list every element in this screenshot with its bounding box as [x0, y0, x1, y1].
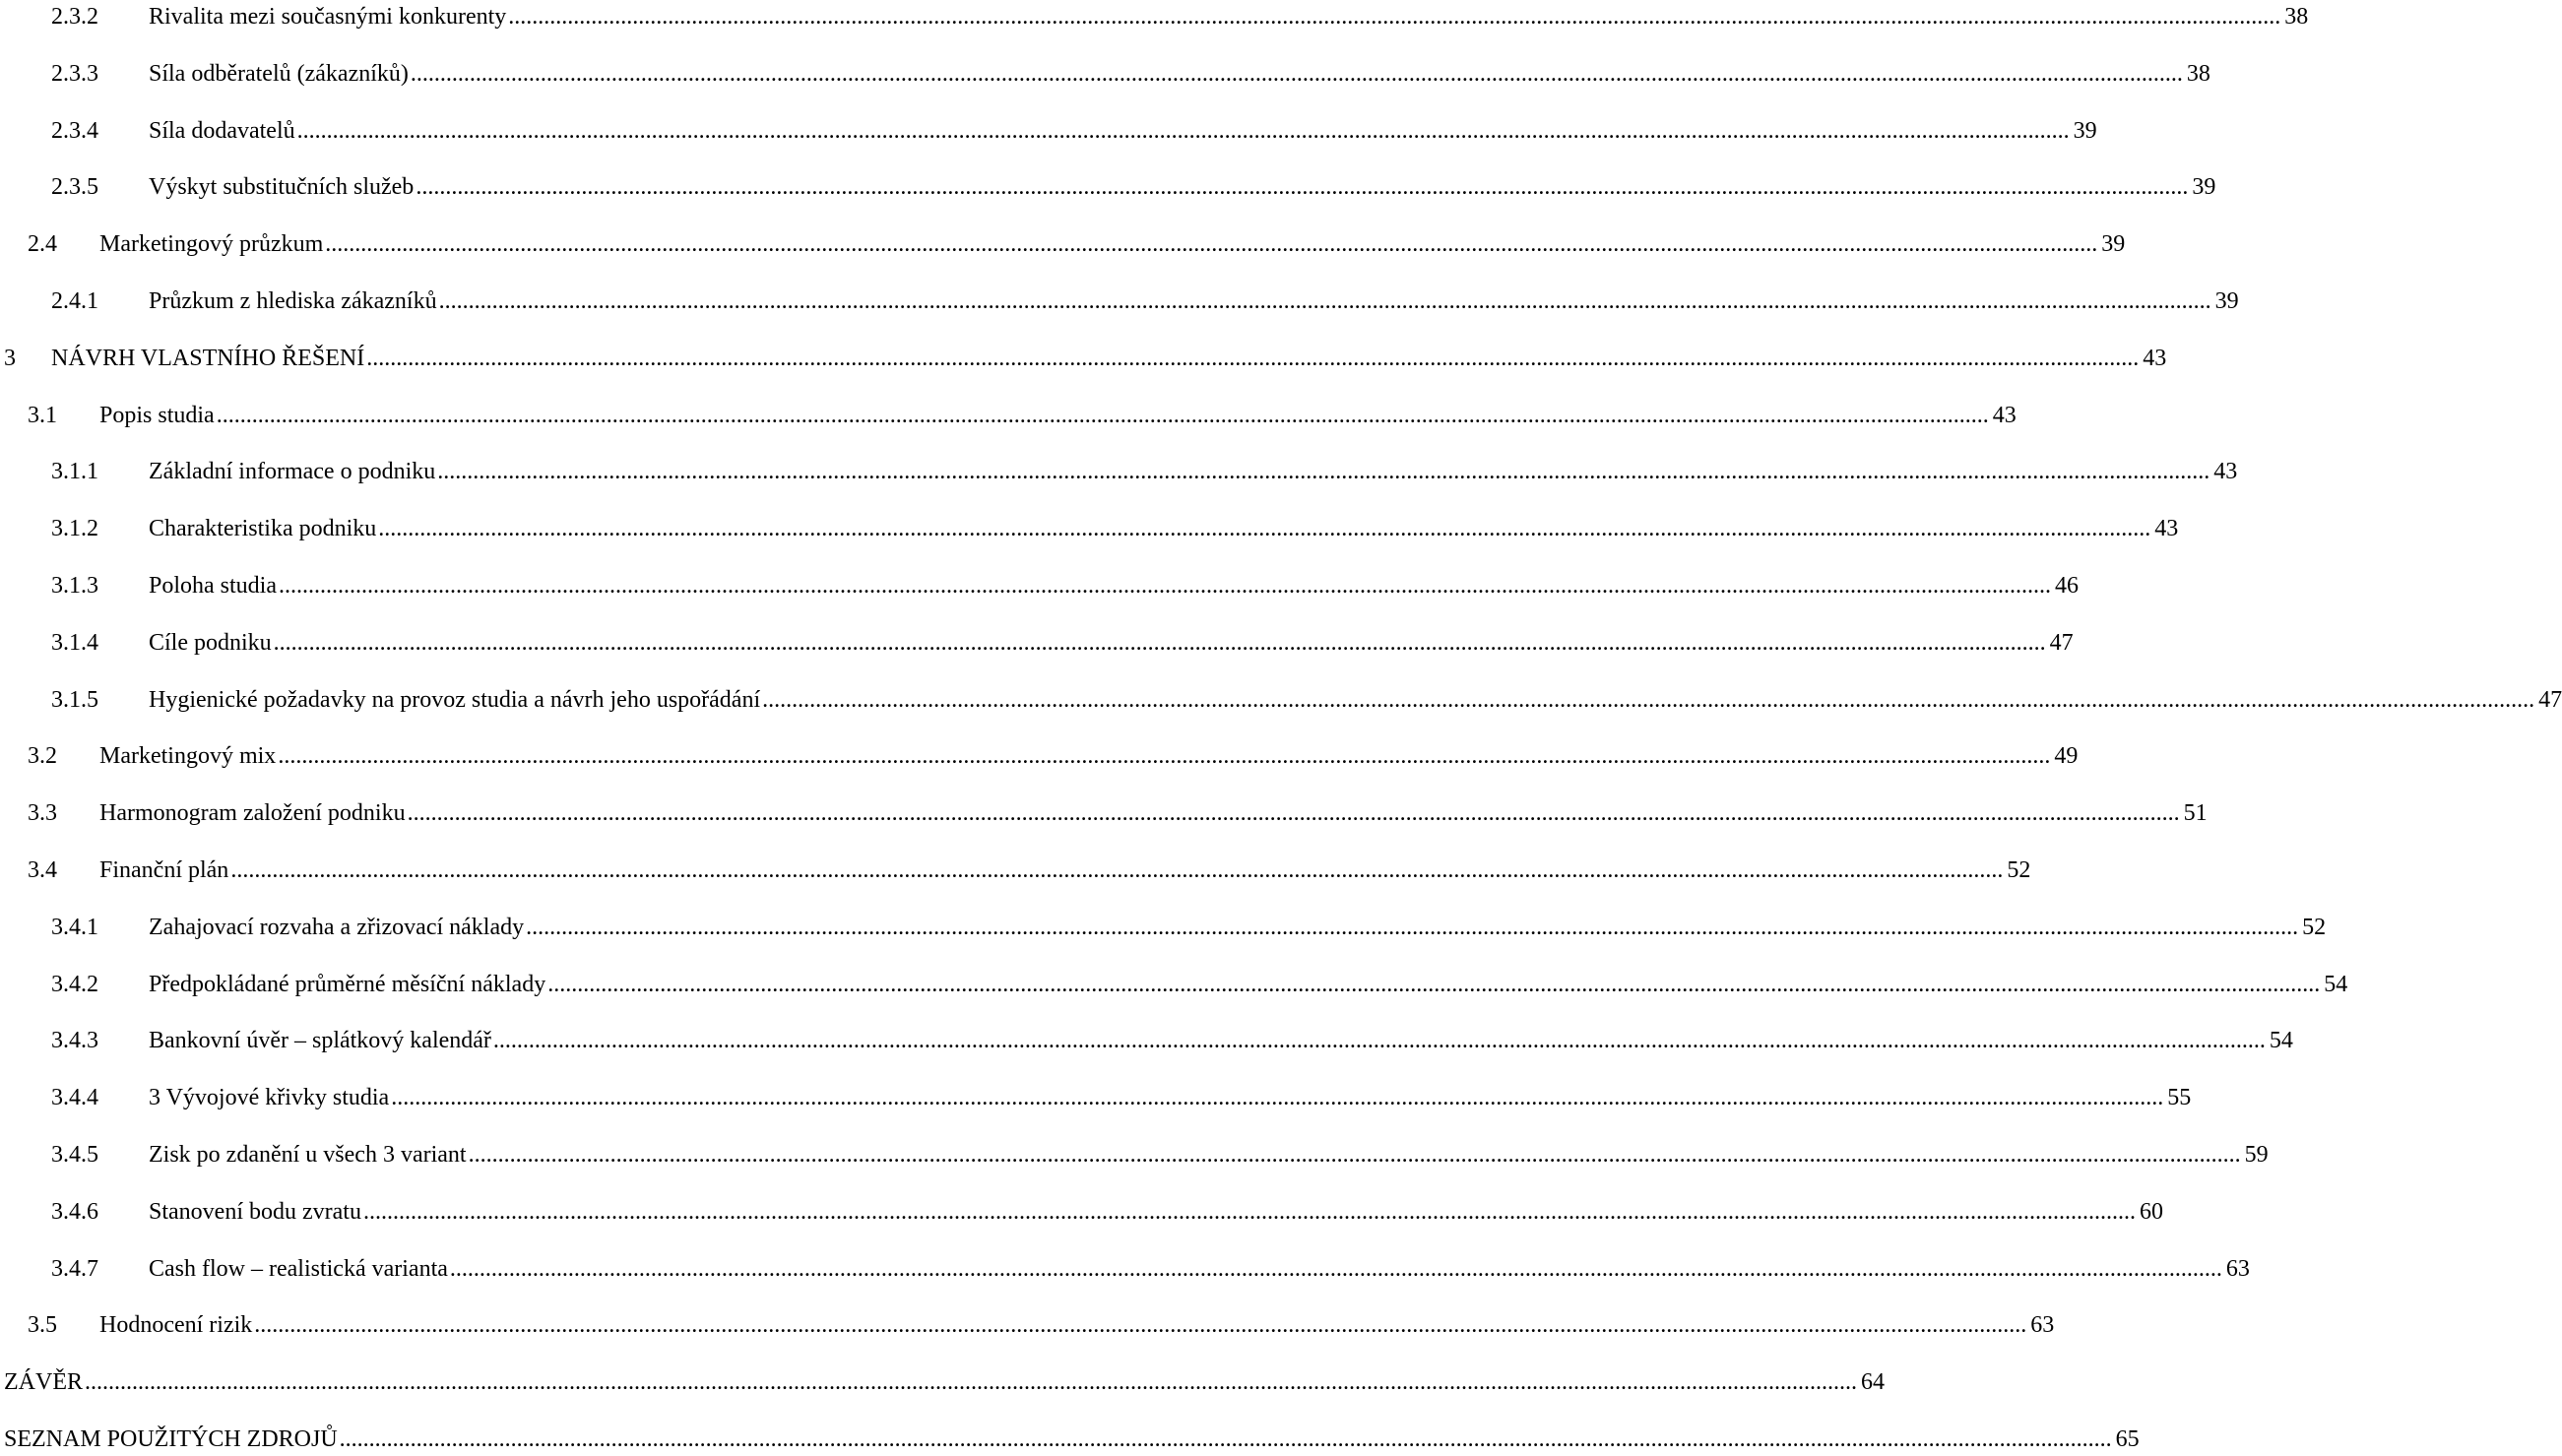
toc-entry[interactable]: [0, 455, 2238, 488]
toc-entry-number: 3.4.6: [51, 1198, 98, 1225]
toc-entry-number: 3.1.1: [51, 459, 98, 485]
toc-entry-number: 2.3.2: [51, 4, 98, 30]
dot-leader: ............................................................................................................................................................................................................................................................................................................: [762, 686, 2535, 713]
dot-leader: ............................................................................................................................................................................................................................................................................................................: [438, 288, 2211, 314]
toc-entry-number: 2.4: [28, 231, 57, 258]
toc-entry[interactable]: [0, 1252, 2250, 1286]
toc-entry-number: 3.4.7: [51, 1255, 98, 1282]
dot-leader: ............................................................................................................................................................................................................................................................................................................: [85, 1369, 1857, 1396]
toc-entry-title: Cash flow – realistická varianta: [149, 1255, 448, 1282]
toc-entry-title: 3 Vývojové křivky studia: [149, 1085, 390, 1111]
dot-leader: ............................................................................................................................................................................................................................................................................................................: [416, 174, 2189, 201]
toc-entry-page-number: 46: [2055, 573, 2079, 599]
toc-entry-page-number: 39: [2073, 117, 2097, 144]
toc-entry[interactable]: [0, 1024, 2293, 1057]
dot-leader: ............................................................................................................................................................................................................................................................................................................: [339, 1426, 2112, 1452]
toc-entry-number: 2.3.4: [51, 117, 98, 144]
toc-entry-title: Harmonogram založení podniku: [99, 800, 406, 827]
toc-entry[interactable]: [0, 968, 2348, 1001]
toc-entry-page-number: 43: [2213, 459, 2238, 485]
toc-entry-title: Síla dodavatelů: [149, 117, 295, 144]
toc-entry-page-number: 54: [2324, 971, 2348, 997]
toc-entry-number: 3.4.1: [51, 914, 98, 940]
toc-entry-number: 3.1.4: [51, 629, 98, 656]
toc-entry[interactable]: [0, 285, 2239, 318]
toc-entry[interactable]: [0, 1195, 2163, 1229]
toc-entry-number: 3.1.3: [51, 573, 98, 599]
toc-entry-page-number: 65: [2115, 1426, 2140, 1452]
toc-entry-title: Marketingový průzkum: [99, 231, 324, 258]
dot-leader: ............................................................................................................................................................................................................................................................................................................: [378, 516, 2151, 542]
toc-entry-number: 3.4: [28, 857, 57, 883]
toc-entry-title: Výskyt substitučních služeb: [149, 174, 415, 201]
toc-entry-page-number: 63: [2030, 1312, 2055, 1339]
toc-entry-number: 3.1.5: [51, 686, 98, 713]
toc-entry-page-number: 60: [2139, 1198, 2163, 1225]
toc-entry-page-number: 47: [2049, 629, 2074, 656]
toc-entry-page-number: 64: [1861, 1369, 1885, 1396]
toc-entry-title: Stanovení bodu zvratu: [149, 1198, 361, 1225]
toc-entry-number: 3: [4, 345, 16, 371]
toc-entry[interactable]: [0, 170, 2216, 204]
toc-entry-title: Cíle podniku: [149, 629, 272, 656]
toc-entry[interactable]: [0, 1423, 2140, 1456]
toc-entry[interactable]: [0, 1081, 2192, 1114]
toc-entry-title: NÁVRH VLASTNÍHO ŘEŠENÍ: [51, 345, 365, 371]
dot-leader: ............................................................................................................................................................................................................................................................................................................: [296, 117, 2070, 144]
toc-entry-page-number: 38: [2284, 4, 2309, 30]
toc-entry-number: 3.4.5: [51, 1142, 98, 1168]
toc-entry-page-number: 39: [2214, 288, 2239, 314]
toc-entry[interactable]: [0, 57, 2210, 91]
dot-leader: ............................................................................................................................................................................................................................................................................................................: [279, 573, 2051, 599]
toc-entry-title: Marketingový mix: [99, 743, 277, 770]
toc-entry-number: 2.3.3: [51, 60, 98, 87]
toc-entry-number: 2.4.1: [51, 288, 98, 314]
dot-leader: ............................................................................................................................................................................................................................................................................................................: [254, 1312, 2027, 1339]
toc-entry-page-number: 51: [2183, 800, 2208, 827]
toc-entry-title: Předpokládané průměrné měsíční náklady: [149, 971, 546, 997]
toc-entry[interactable]: [0, 342, 2167, 375]
toc-entry-title: Průzkum z hlediska zákazníků: [149, 288, 437, 314]
toc-entry-page-number: 43: [2143, 345, 2167, 371]
toc-entry-number: 3.4.4: [51, 1085, 98, 1111]
dot-leader: ............................................................................................................................................................................................................................................................................................................: [410, 60, 2183, 87]
toc-entry-page-number: 59: [2244, 1142, 2269, 1168]
dot-leader: ............................................................................................................................................................................................................................................................................................................: [366, 345, 2140, 371]
toc-entry-title: Zahajovací rozvaha a zřizovací náklady: [149, 914, 525, 940]
toc-entry[interactable]: [0, 1308, 2055, 1342]
toc-entry-title: Hygienické požadavky na provoz studia a návrh jeho uspořádání: [149, 686, 761, 713]
toc-entry[interactable]: [0, 0, 2309, 33]
toc-entry-page-number: 47: [2538, 686, 2562, 713]
toc-entry-number: 3.1.2: [51, 516, 98, 542]
toc-entry[interactable]: [0, 1365, 1885, 1399]
toc-entry-page-number: 52: [2007, 857, 2031, 883]
toc-entry[interactable]: [0, 796, 2208, 830]
toc-entry-page-number: 52: [2302, 914, 2327, 940]
toc-entry-title: Poloha studia: [149, 573, 277, 599]
toc-entry-number: 3.5: [28, 1312, 57, 1339]
dot-leader: ............................................................................................................................................................................................................................................................................................................: [526, 914, 2299, 940]
dot-leader: ............................................................................................................................................................................................................................................................................................................: [216, 402, 1989, 428]
dot-leader: ............................................................................................................................................................................................................................................................................................................: [325, 231, 2098, 258]
toc-entry-number: 3.3: [28, 800, 57, 827]
toc-entry-title: Popis studia: [99, 402, 215, 428]
dot-leader: ............................................................................................................................................................................................................................................................................................................: [508, 4, 2281, 30]
toc-entry[interactable]: [0, 569, 2079, 602]
toc-entry-number: 3.1: [28, 402, 57, 428]
toc-entry-page-number: 38: [2186, 60, 2210, 87]
toc-entry-title: SEZNAM POUŽITÝCH ZDROJŮ: [4, 1426, 338, 1452]
toc-entry-title: Síla odběratelů (zákazníků): [149, 60, 409, 87]
toc-entry-page-number: 39: [2101, 231, 2126, 258]
toc-entry-title: Zisk po zdanění u všech 3 variant: [149, 1142, 467, 1168]
dot-leader: ............................................................................................................................................................................................................................................................................................................: [492, 1028, 2266, 1054]
toc-entry-title: ZÁVĚR: [4, 1369, 83, 1396]
toc-entry-title: Bankovní úvěr – splátkový kalendář: [149, 1028, 491, 1054]
toc-entry-page-number: 63: [2225, 1255, 2250, 1282]
toc-entry[interactable]: [0, 683, 2562, 717]
toc-entry-number: 3.2: [28, 743, 57, 770]
toc-entry[interactable]: [0, 911, 2327, 944]
toc-entry-page-number: 49: [2054, 743, 2079, 770]
toc-entry[interactable]: [0, 854, 2031, 887]
toc-entry-number: 2.3.5: [51, 174, 98, 201]
toc-entry-page-number: 43: [2154, 516, 2179, 542]
toc-entry-title: Základní informace o podniku: [149, 459, 436, 485]
toc-entry-page-number: 55: [2167, 1085, 2192, 1111]
dot-leader: ............................................................................................................................................................................................................................................................................................................: [273, 629, 2046, 656]
dot-leader: ............................................................................................................................................................................................................................................................................................................: [547, 971, 2321, 997]
toc-entry[interactable]: [0, 114, 2097, 148]
toc-entry[interactable]: [0, 512, 2179, 545]
toc-entry[interactable]: [0, 1138, 2269, 1171]
dot-leader: ............................................................................................................................................................................................................................................................................................................: [391, 1085, 2164, 1111]
toc-entry-page-number: 39: [2192, 174, 2216, 201]
toc-entry-title: Charakteristika podniku: [149, 516, 377, 542]
toc-entry[interactable]: [0, 626, 2074, 660]
toc-entry[interactable]: [0, 739, 2079, 773]
toc-entry-page-number: 54: [2269, 1028, 2293, 1054]
toc-entry-title: Rivalita mezi současnými konkurenty: [149, 4, 507, 30]
toc-entry-title: Finanční plán: [99, 857, 229, 883]
toc-entry-title: Hodnocení rizik: [99, 1312, 253, 1339]
dot-leader: ............................................................................................................................................................................................................................................................................................................: [449, 1255, 2222, 1282]
toc-entry-number: 3.4.2: [51, 971, 98, 997]
toc-entry-page-number: 43: [1992, 402, 2017, 428]
toc-entry-number: 3.4.3: [51, 1028, 98, 1054]
dot-leader: ............................................................................................................................................................................................................................................................................................................: [230, 857, 2004, 883]
dot-leader: ............................................................................................................................................................................................................................................................................................................: [278, 743, 2051, 770]
dot-leader: ............................................................................................................................................................................................................................................................................................................: [437, 459, 2210, 485]
toc-entry[interactable]: [0, 227, 2126, 261]
dot-leader: ............................................................................................................................................................................................................................................................................................................: [362, 1198, 2136, 1225]
toc-entry[interactable]: [0, 399, 2017, 432]
dot-leader: ............................................................................................................................................................................................................................................................................................................: [468, 1142, 2241, 1168]
dot-leader: ............................................................................................................................................................................................................................................................................................................: [407, 800, 2180, 827]
